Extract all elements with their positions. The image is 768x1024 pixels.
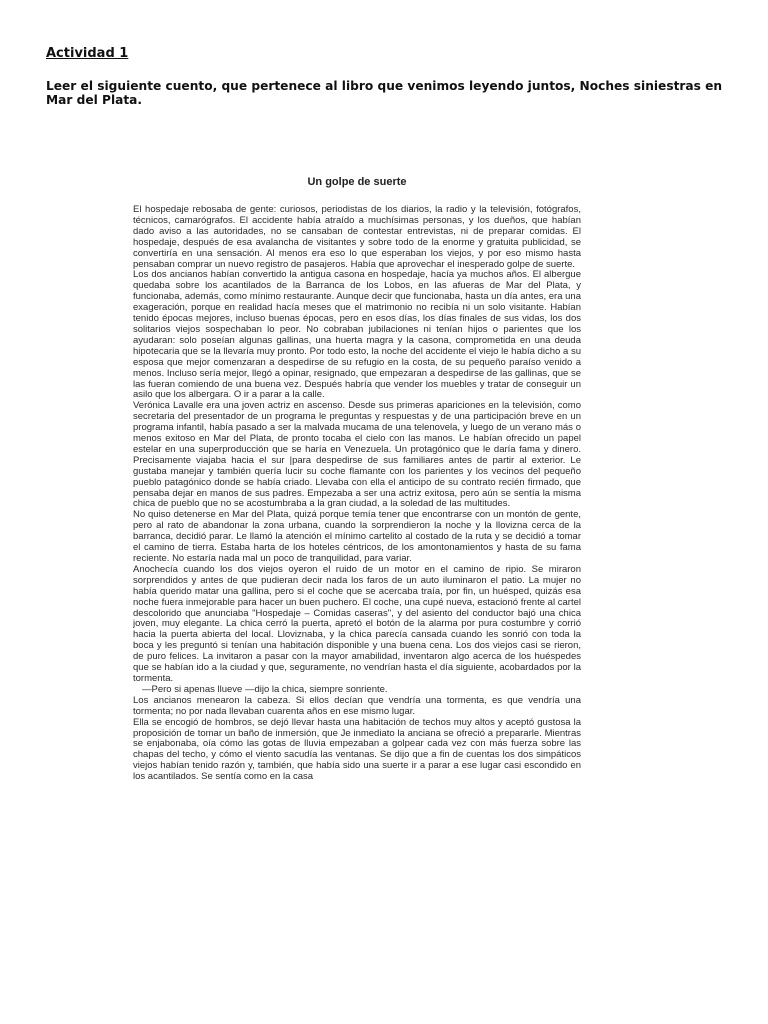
scanned-story-page <box>133 176 581 896</box>
story-paragraph: Ella se encogió de hombros, se dejó llevar hasta una habitación de techos muy altos y aceptó gustosa la proposición de tomar un baño de inmersión, que Je inmediato la anciana se ofreció a prepararle. Mientras se enjabonaba, oía cómo las gotas de lluvia empezaban a golpear cada vez con más fuerza sobre las chapas del techo, y cómo el viento sacudía las ventanas. Se dijo que a fin de cuentas los dos simpáticos viejos habían tenido razón y, también, que había sido una suerte ir a parar a ese lugar casi escondido en los acantilados. Se sentía como en la casa <box>133 716 581 783</box>
activity-title: Actividad 1 <box>46 46 129 61</box>
story-dialogue: —Pero si apenas llueve —dijo la chica, siempre sonriente. <box>142 683 388 695</box>
story-paragraph: Verónica Lavalle era una joven actriz en ascenso. Desde sus primeras apariciones en la televisión, como secretaria del presentador de un programa le preguntas y respuestas y de una participación breve en un programa infantil, había pasado a ser la malvada mucama de una telenovela, y luego de un verano más o menos exitoso en Mar del Plata, de pronto tocaba el cielo con las manos. Le habían ofrecido un papel estelar en una superproducción que se haría en Venezuela. Un protagónico que le daría fama y dinero. Precisamente viajaba hacia el sur |para despedirse de sus familiares antes de partir al exterior. Le gustaba manejar y también quería lucir su coche flamante con los parientes y los vecinos del pequeño pueblo patagónico donde se había criado. Llevaba con ella el anticipo de su contrato recién firmado, que pensaba dejar en manos de sus padres. Empezaba a ser una actriz exitosa, pero aún se sentía la misma chica de pueblo que no se acostumbraba a la gran ciudad, a la soledad de las multitudes. <box>133 400 581 510</box>
story-paragraph: No quiso detenerse en Mar del Plata, quizá porque temía tener que encontrarse con un montón de gente, pero al rato de abandonar la zona urbana, cuando la sorprendieron la noche y la llovizna cerca de la barranca, decidió parar. Le llamó la atención el mínimo cartelito al costado de la ruta y se decidió a tomar el camino de tierra. Estaba harta de los hoteles céntricos, de los amontonamientos y hasta de su fama reciente. No estaría nada mal un poco de tranquilidad, para variar. <box>133 509 581 564</box>
story-paragraph: Los dos ancianos habían convertido la antigua casona en hospedaje, hacía ya muchos años. El albergue quedaba sobre los acantilados de la Barranca de los Lobos, en las afueras de Mar del Plata, y funcionaba, además, como mínimo restaurante. Aunque decir que funcionaba, hasta un día antes, era una exageración, porque en realidad hacía meses que el matrimonio no recibía ni un solo visitante. Habían tenido épocas mejores, incluso buenas épocas, pero en esos días, los días finales de sus vidas, los dos solitarios viejos sospechaban lo peor. No cobraban jubilaciones ni tenían hijos o parientes que los ayudaran: solo poseían algunas gallinas, una huerta magra y la casona, comprometida en una deuda hipotecaria que se la llevaría muy pronto. Por todo esto, la noche del accidente el viejo le había dicho a su esposa que mejor comenzaran a despedirse de su refugio en la costa, de su pequeño paraíso venido a menos. Incluso sería mejor, llegó a opinar, resignado, que empezaran a despedirse de las gallinas, que se las fueran comiendo de una buena vez. Después habría que vender los muebles y tratar de conseguir un asilo que los albergara. O ir a parar a la calle. <box>133 269 581 401</box>
story-body <box>133 205 581 783</box>
instruction-text: Leer el siguiente cuento, que pertenece al libro que venimos leyendo juntos, Noches siniestras en Mar del Plata. <box>46 79 723 107</box>
story-paragraph: El hospedaje rebosaba de gente: curiosos, periodistas de los diarios, la radio y la televisión, fotógrafos, técnicos, camarógrafos. El accidente había atraído a muchísimas personas, y los dueños, que habían dado aviso a las autoridades, no se cansaban de contestar entrevistas, ni de preparar comidas. El hospedaje, después de esa avalancha de visitantes y sobre todo de la enorme y gratuita publicidad, se convertiría en una sensación. Al menos era eso lo que esperaban los viejos, y por eso mismo hasta pensaban comprar un nuevo registro de pasajeros. Había que aprovechar el inesperado golpe de suerte. <box>133 204 581 270</box>
story-paragraph: Anochecía cuando los dos viejos oyeron el ruido de un motor en el camino de ripio. Se miraron sorprendidos y antes de que pudieran decir nada los faros de un auto iluminaron el patio. La mujer no había querido matar una gallina, pero si el coche que se acercaba traía, por fin, un huésped, quizás esa noche fuera inmejorable para hacer un buen puchero. El coche, una cupé nueva, estacionó frente al cartel descolorido que anunciaba "Hospedaje – Comidas caseras", y del asiento del conductor bajó una chica joven, muy elegante. La chica cerró la puerta, apretó el botón de la alarma por pura costumbre y corrió hacia la puerta abierta del local. Lloviznaba, y la chica parecía cansada cuando les sonrió con toda la boca y les preguntó si tenían una habitación disponible y una buena cena. Los dos viejos casi se rieron, de puro felices. La invitaron a pasar con la mayor amabilidad, inventaron algo acerca de los huéspedes que se habían ido a la ciudad y que, seguramente, no vendrían hasta el día siguiente, acobardados por la tormenta. <box>133 563 581 684</box>
story-title: Un golpe de suerte <box>307 176 407 188</box>
story-paragraph: Los ancianos menearon la cabeza. Si ellos decían que vendría una tormenta, es que vendría una tormenta; no por nada llevaban cuarenta años en ese mismo lugar. <box>133 694 581 717</box>
